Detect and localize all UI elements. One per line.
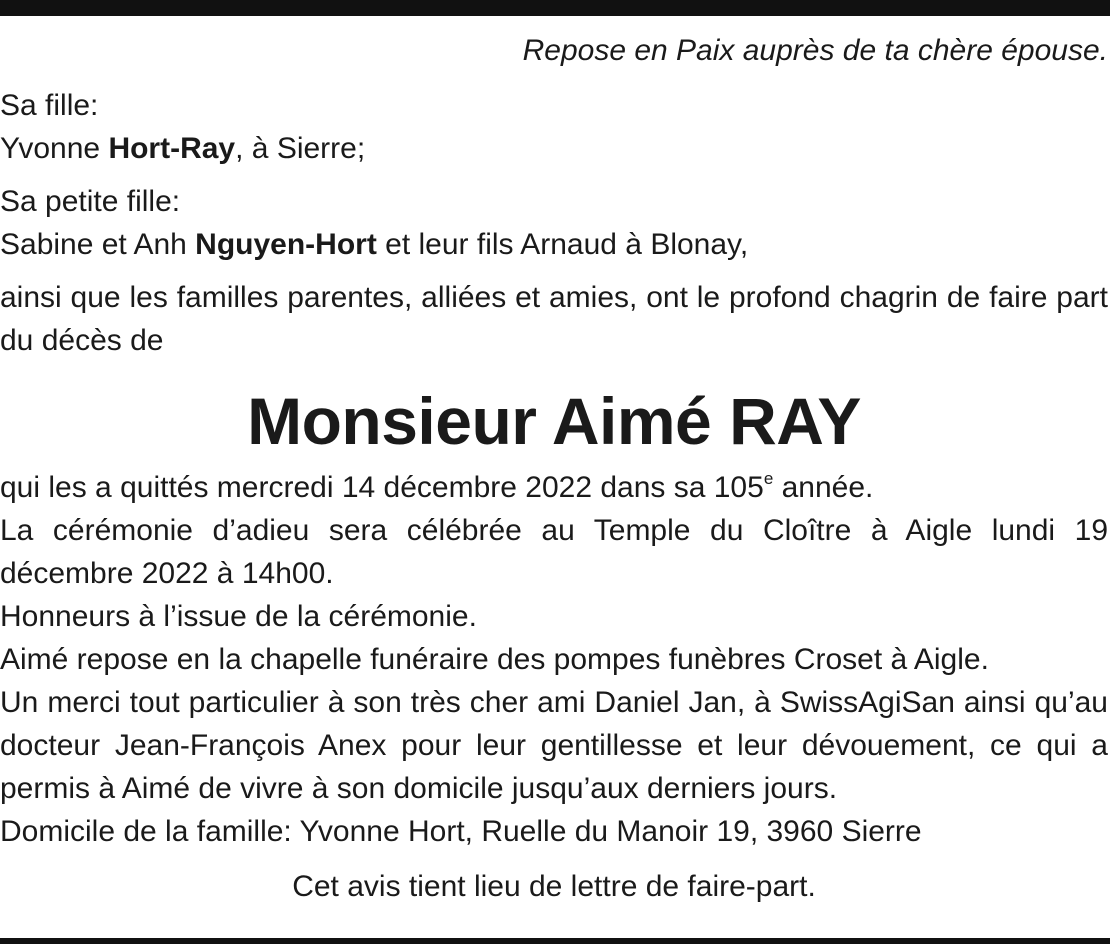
granddaughter-rest: et leur fils Arnaud à Blonay, — [376, 228, 749, 261]
ceremony-text: La cérémonie d’adieu sera célébrée au Temple du Cloître à Aigle lundi 19 décembre 2022 à 14h00. — [0, 514, 1108, 590]
family-address: Domicile de la famille: Yvonne Hort, Ruelle du Manoir 19, 3960 Sierre — [0, 815, 922, 848]
daughter-location: , à Sierre; — [235, 132, 366, 165]
daughter-line — [0, 127, 1108, 170]
chapel-text: Aimé repose en la chapelle funéraire des pompes funèbres Croset à Aigle. — [0, 643, 989, 676]
honours-text: Honneurs à l’issue de la cérémonie. — [0, 600, 477, 633]
closing-note: Cet avis tient lieu de lettre de faire-part. — [292, 870, 816, 903]
granddaughter-first-names: Sabine et Anh — [0, 228, 196, 261]
ordinal-suffix: e — [763, 469, 774, 488]
granddaughter-line — [0, 223, 1108, 266]
granddaughter-surname: Nguyen-Hort — [195, 228, 377, 261]
epigraph: Repose en Paix auprès de ta chère épouse. — [522, 34, 1108, 67]
top-rule — [0, 0, 1110, 16]
families-text: ainsi que les familles parentes, alliées et amies, ont le profond chagrin de faire part du décès de — [0, 281, 1108, 357]
death-line — [0, 466, 1108, 509]
daughter-first-name: Yvonne — [0, 132, 109, 165]
bottom-rule — [0, 938, 1110, 944]
deceased-name: Monsieur Aimé RAY — [247, 384, 861, 458]
granddaughter-heading: Sa petite fille: — [0, 185, 181, 218]
thanks-text: Un merci tout particulier à son très cher ami Daniel Jan, à SwissAgiSan ainsi qu’au docteur Jean-François Anex pour leur gentillesse et leur dévouement, ce qui a permis à Aimé de vivre à son domicile jusqu’aux derniers jours. — [0, 686, 1108, 805]
death-line-end: année. — [773, 471, 874, 504]
daughter-surname: Hort-Ray — [108, 132, 236, 165]
death-line-text: qui les a quittés mercredi 14 décembre 2022 dans sa 105 — [0, 471, 764, 504]
daughter-heading: Sa fille: — [0, 89, 99, 122]
obituary-notice — [0, 24, 1108, 908]
